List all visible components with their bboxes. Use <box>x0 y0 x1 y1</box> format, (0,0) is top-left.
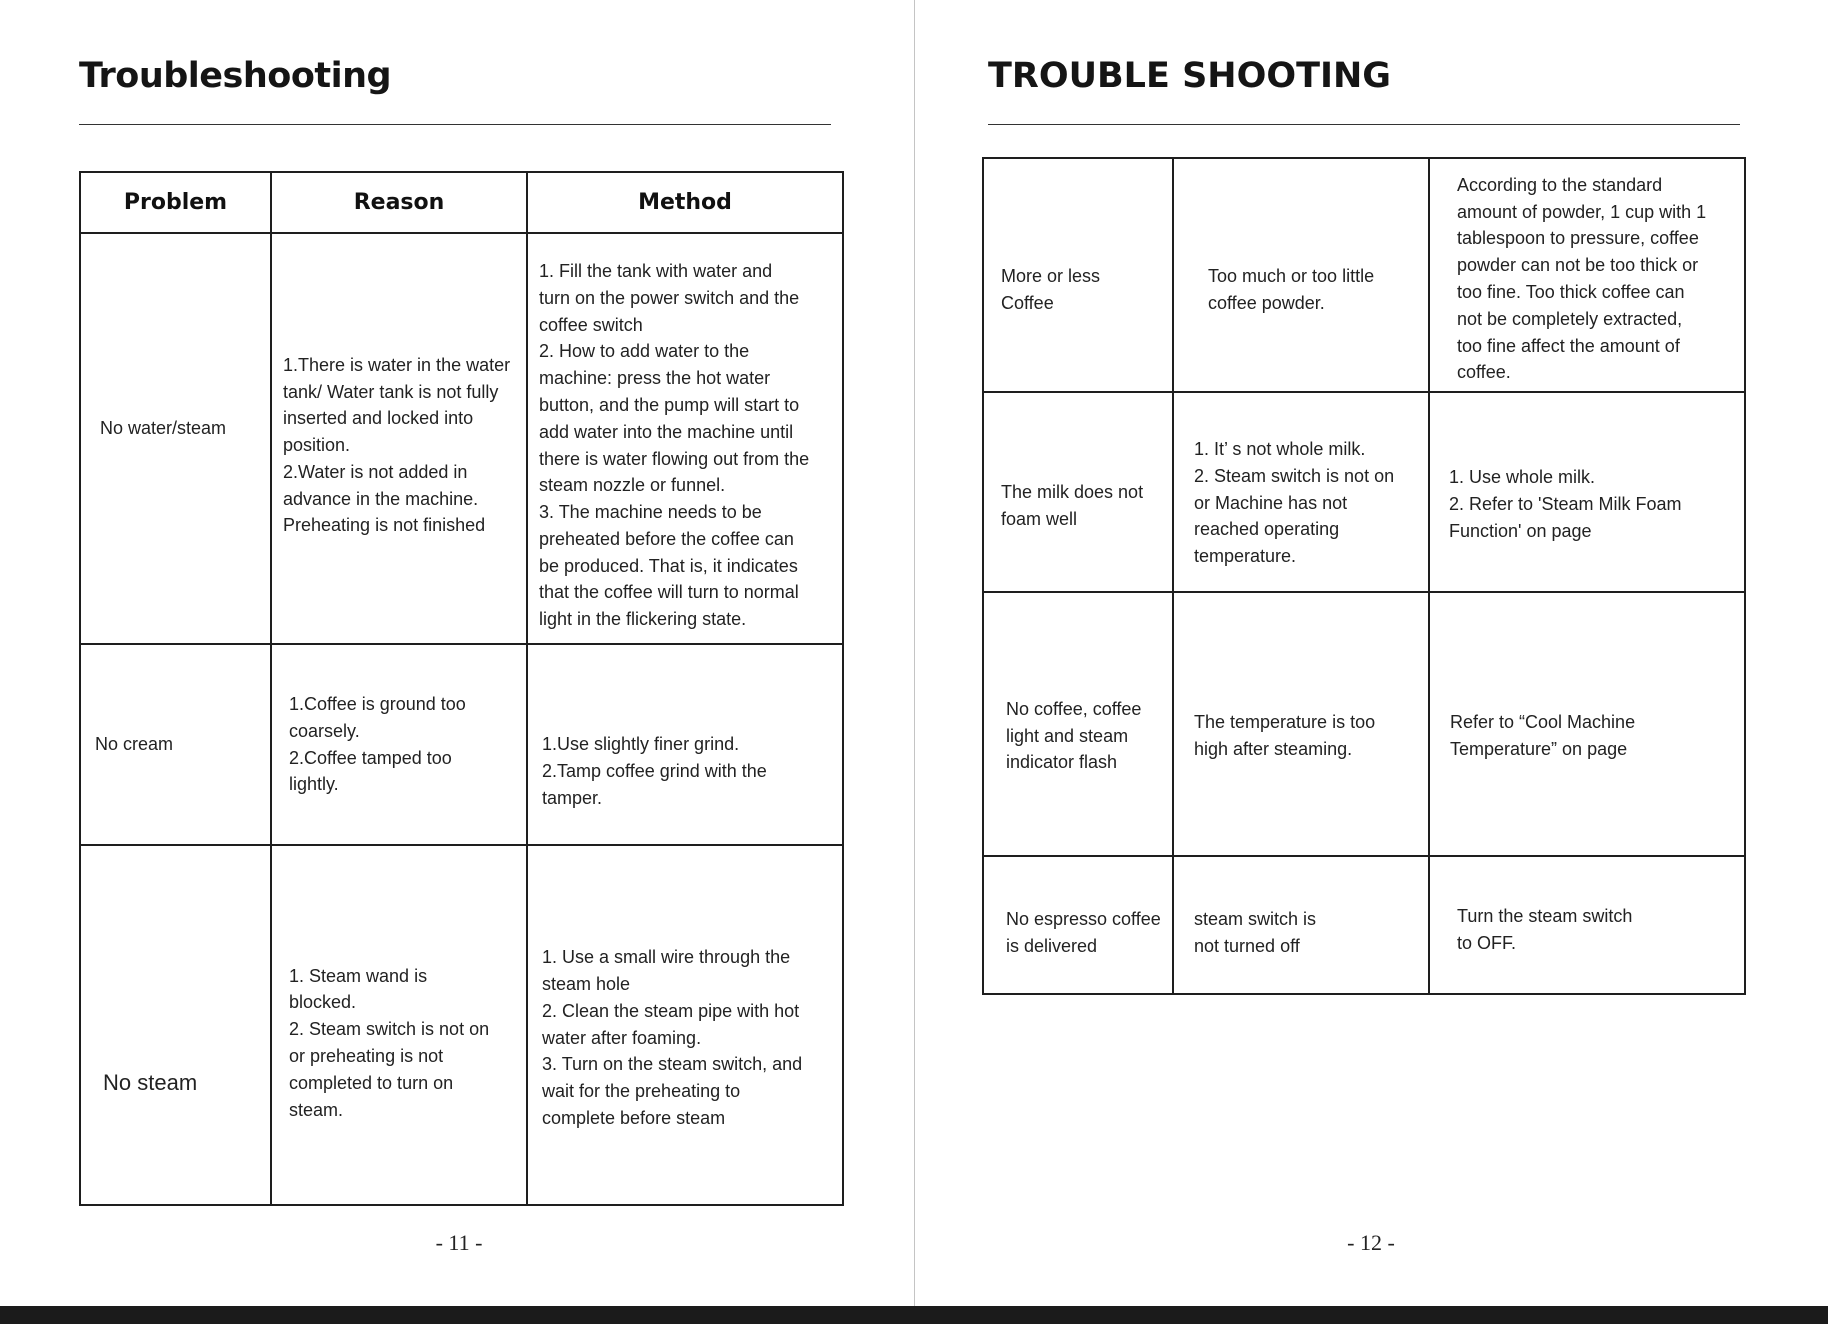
reason-cell: 1.There is water in the water tank/ Water tank is not fully inserted and locked into position. 2.Water is not added in advance in the machine. Preheating is not finished <box>271 233 527 644</box>
method-cell: According to the standard amount of powder, 1 cup with 1 tablespoon to pressure, coffee powder can not be too thick or too fine. Too thick coffee can not be completely extracted, too fine affect the amount of coffee. <box>1429 158 1745 392</box>
table-row <box>983 592 1745 856</box>
table-row <box>80 845 843 1205</box>
method-cell: 1. Use a small wire through the steam hole 2. Clean the steam pipe with hot water after foaming. 3. Turn on the steam switch, and wait for the preheating to complete before steam <box>527 845 843 1205</box>
table-row <box>983 392 1745 592</box>
problem-cell: The milk does not foam well <box>983 392 1173 592</box>
method-cell: Turn the steam switch to OFF. <box>1429 856 1745 994</box>
problem-cell: No cream <box>80 644 271 845</box>
problem-cell: More or less Coffee <box>983 158 1173 392</box>
problem-cell: No steam <box>80 845 271 1205</box>
table-row <box>983 158 1745 392</box>
title-divider <box>79 124 831 125</box>
table-row <box>80 233 843 644</box>
method-cell: 1. Fill the tank with water and turn on the power switch and the coffee switch 2. How to add water to the machine: press the hot water button, and the pump will start to add water into the machine until there is water flowing out from the steam nozzle or funnel. 3. The machine needs to be preheated before the coffee can be produced. That is, it indicates that the coffee will turn to normal light in the flickering state. <box>527 233 843 644</box>
scan-bottom-edge <box>0 1306 1828 1324</box>
reason-cell: 1. It’ s not whole milk. 2. Steam switch is not on or Machine has not reached operating temperature. <box>1173 392 1429 592</box>
method-cell: 1.Use slightly finer grind. 2.Tamp coffee grind with the tamper. <box>527 644 843 845</box>
problem-cell: No coffee, coffee light and steam indicator flash <box>983 592 1173 856</box>
header-problem: Problem <box>80 172 271 233</box>
reason-cell: 1.Coffee is ground too coarsely. 2.Coffee tamped too lightly. <box>271 644 527 845</box>
reason-cell: 1. Steam wand is blocked. 2. Steam switch is not on or preheating is not completed to turn on steam. <box>271 845 527 1205</box>
right-page <box>915 0 1828 1324</box>
header-method: Method <box>527 172 843 233</box>
method-cell: Refer to “Cool Machine Temperature” on page <box>1429 592 1745 856</box>
method-cell: 1. Use whole milk. 2. Refer to 'Steam Milk Foam Function' on page <box>1429 392 1745 592</box>
page-number: - 12 - <box>1347 1230 1395 1255</box>
page-title: Troubleshooting <box>79 56 392 96</box>
problem-cell: No espresso coffee is delivered <box>983 856 1173 994</box>
page-number: - 11 - <box>435 1230 483 1255</box>
problem-cell: No water/steam <box>80 233 271 644</box>
table-row <box>80 644 843 845</box>
title-divider <box>988 124 1740 125</box>
troubleshooting-table <box>982 157 1746 995</box>
reason-cell: Too much or too little coffee powder. <box>1173 158 1429 392</box>
troubleshooting-table <box>79 171 844 1206</box>
page-title: TROUBLE SHOOTING <box>988 56 1391 96</box>
table-header-row <box>80 172 843 233</box>
header-reason: Reason <box>271 172 527 233</box>
reason-cell: The temperature is too high after steaming. <box>1173 592 1429 856</box>
reason-cell: steam switch is not turned off <box>1173 856 1429 994</box>
table-row <box>983 856 1745 994</box>
